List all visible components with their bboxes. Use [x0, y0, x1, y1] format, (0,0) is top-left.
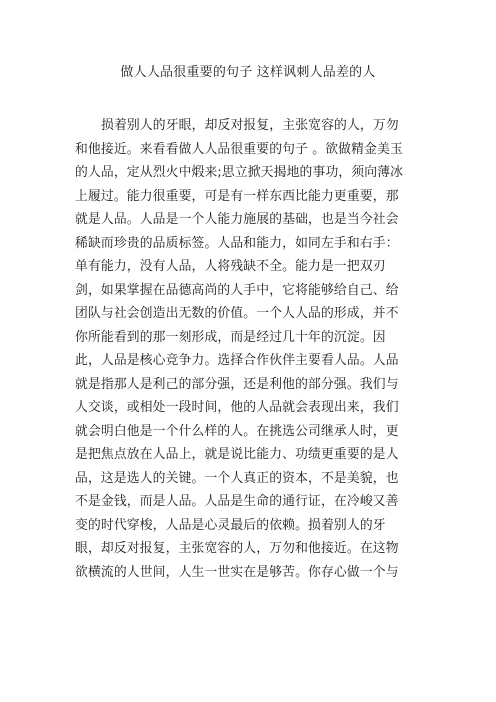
body-line: 品，这是选人的关键。一个人真正的资本，不是美貌，也	[75, 470, 399, 486]
body-line: 变的时代穿梭，人品是心灵最后的依赖。损着别人的牙	[75, 517, 386, 533]
body-line: 此，人品是核心竞争力。选择合作伙伴主要看人品。人品	[75, 353, 399, 368]
body-line: 人交谈，或相处一段时间，他的人品就会表现出来，我们	[75, 400, 399, 415]
body-line: 团队与社会创造出无数的价值。一个人人品的形成，并不	[75, 306, 399, 321]
body-line: 是把焦点放在人品上，就是说比能力、功绩更重要的是人	[75, 447, 399, 462]
body-line: 损着别人的牙眼，却反对报复，主张宽容的人，万勿	[101, 118, 399, 133]
body-line: 的人品，定从烈火中煅来;思立掀天揭地的事功，须向薄冰	[75, 165, 404, 180]
body-line: 欲横流的人世间，人生一世实在是够苦。你存心做一个与	[75, 564, 399, 580]
body-line: 不是金钱，而是人品。人品是生命的通行证，在冷峻又善	[75, 494, 399, 509]
body-line: 剑，如果掌握在品德高尚的人手中，它将能够给自己、给	[75, 282, 399, 298]
body-line: 眼，却反对报复，主张宽容的人，万勿和他接近。在这物	[75, 541, 399, 556]
body-line: 稀缺而珍贵的品质标签。人品和能力，如同左手和右手：	[75, 235, 399, 251]
body-line: 上履过。能力很重要，可是有一样东西比能力更重要，那	[75, 188, 399, 204]
body-line: 单有能力，没有人品，人将残缺不全。能力是一把双刃	[75, 259, 386, 274]
body-line: 就是人品。人品是一个人能力施展的基础，也是当今社会	[75, 212, 399, 227]
document-title: 做人人品很重要的句子 这样讽刺人品差的人	[120, 65, 376, 80]
body-line: 就是指那人是利己的部分强，还是利他的部分强。我们与	[75, 376, 399, 392]
body-line: 就会明白他是一个什么样的人。在挑选公司继承人时，更	[75, 423, 399, 439]
body-line: 你所能看到的那一刻形成，而是经过几十年的沉淀。因	[75, 329, 386, 345]
body-line: 和他接近。来看看做人人品很重要的句子 。欲做精金美玉	[75, 141, 403, 157]
document-body	[75, 114, 425, 584]
